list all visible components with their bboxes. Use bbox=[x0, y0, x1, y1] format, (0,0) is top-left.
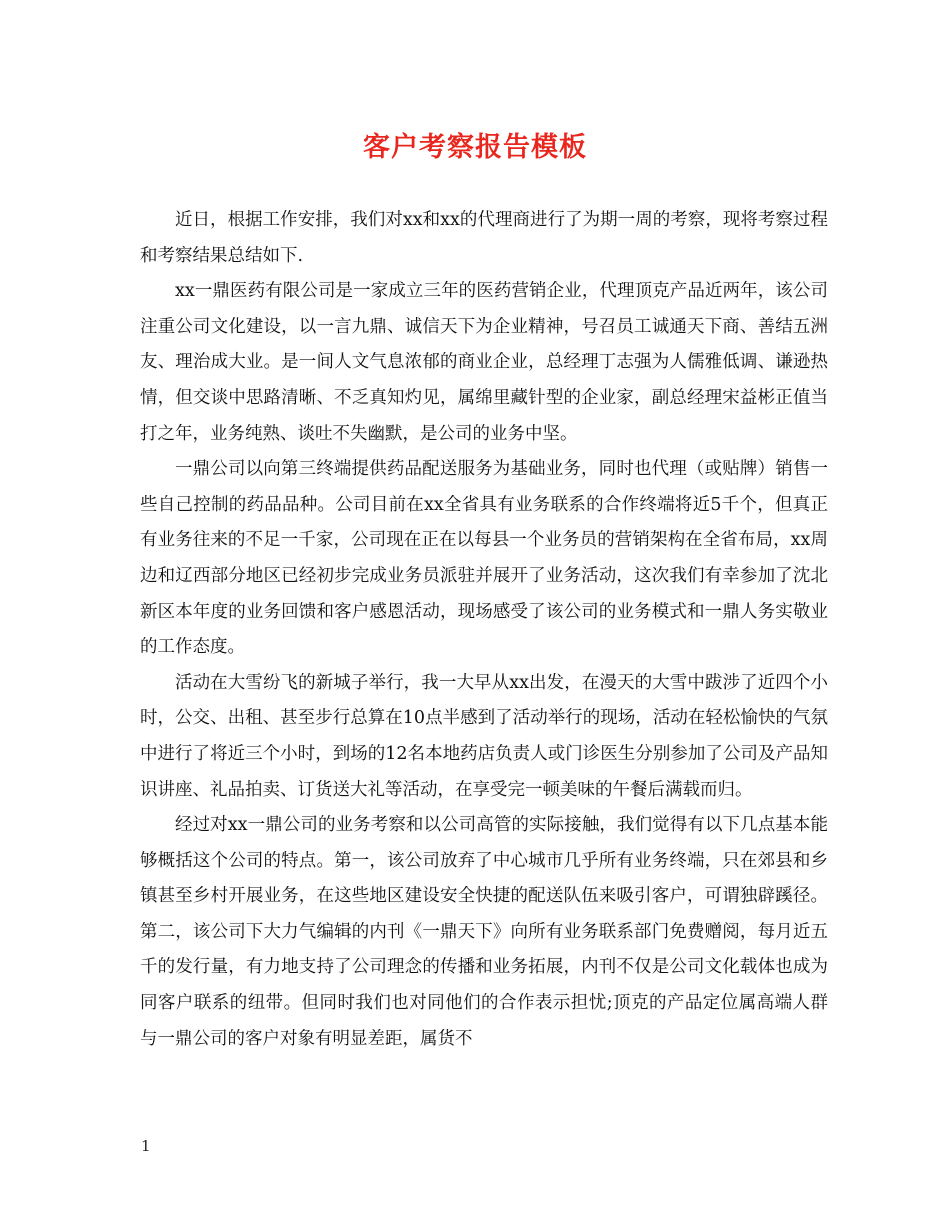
paragraph-2: xx一鼎医药有限公司是一家成立三年的医药营销企业，代理顶克产品近两年，该公司注重公司文化建设，以一言九鼎、诚信天下为企业精神，号召员工诚通天下商、善结五洲友、理治成大业。是一间人文气息浓郁的商业企业，总经理丁志强为人儒雅低调、谦逊热情，但交谈中思路清晰、不乏真知灼见，属绵里藏针型的企业家，副总经理宋益彬正值当打之年，业务纯熟、谈吐不失幽默，是公司的业务中坚。 bbox=[140, 281, 828, 444]
document-title: 客户考察报告模板 bbox=[363, 132, 587, 163]
document-body bbox=[140, 203, 828, 1057]
paragraph-1: 近日，根据工作安排，我们对xx和xx的代理商进行了为期一周的考察，现将考察过程和考察结果总结如下. bbox=[140, 210, 828, 266]
paragraph-3: 一鼎公司以向第三终端提供药品配送服务为基础业务，同时也代理（或贴牌）销售一些自己控制的药品品种。公司目前在xx全省具有业务联系的合作终端将近5千个，但真正有业务往来的不足一千家，公司现在正在以每县一个业务员的营销架构在全省布局，xx周边和辽西部分地区已经初步完成业务员派驻并展开了业务活动，这次我们有幸参加了沈北新区本年度的业务回馈和客户感恩活动，现场感受了该公司的业务模式和一鼎人务实敬业的工作态度。 bbox=[140, 459, 828, 658]
paragraph-5: 经过对xx一鼎公司的业务考察和以公司高管的实际接触，我们觉得有以下几点基本能够概括这个公司的特点。第一，该公司放弃了中心城市几乎所有业务终端，只在郊县和乡镇甚至乡村开展业务，在这些地区建设安全快捷的配送队伍来吸引客户，可谓独辟蹊径。第二，该公司下大力气编辑的内刊《一鼎天下》向所有业务联系部门免费赠阅，每月近五千的发行量，有力地支持了公司理念的传播和业务拓展，内刊不仅是公司文化载体也成为同客户联系的纽带。但同时我们也对同他们的合作表示担忧;顶克的产品定位属高端人群与一鼎公司的客户对象有明显差距，属货不 bbox=[140, 815, 828, 1049]
page-number: 1 bbox=[141, 1137, 151, 1155]
paragraph-4: 活动在大雪纷飞的新城子举行，我一大早从xx出发，在漫天的大雪中跋涉了近四个小时，公交、出租、甚至步行总算在10点半感到了活动举行的现场，活动在轻松愉快的气氛中进行了将近三个小时，到场的12名本地药店负责人或门诊医生分别参加了公司及产品知识讲座、礼品拍卖、订货送大礼等活动，在享受完一顿美味的午餐后满载而归。 bbox=[140, 672, 828, 800]
